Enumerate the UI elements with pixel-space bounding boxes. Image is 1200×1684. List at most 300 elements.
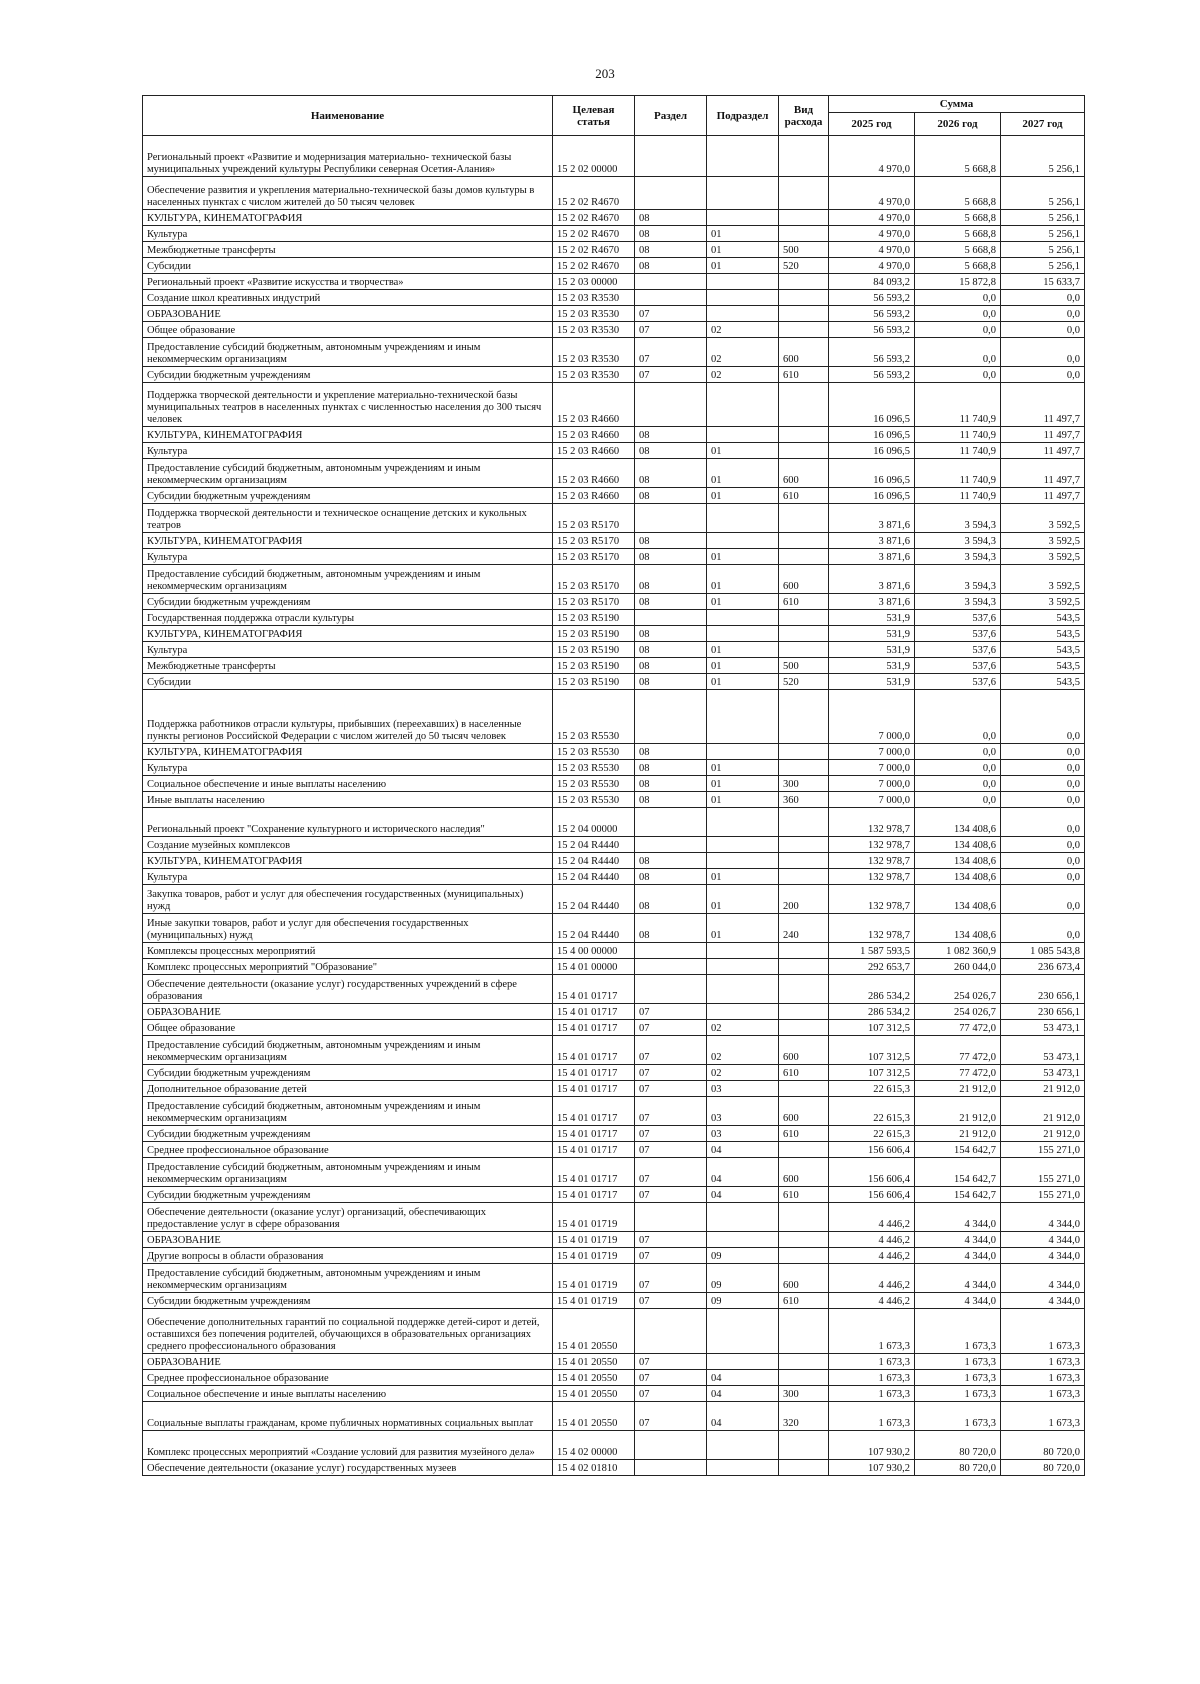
cell-name: Межбюджетные трансферты xyxy=(143,242,553,258)
cell-subsection xyxy=(707,943,779,959)
cell-subsection: 01 xyxy=(707,914,779,943)
cell-section: 08 xyxy=(635,658,707,674)
table-row xyxy=(143,1264,1085,1293)
cell-section: 08 xyxy=(635,488,707,504)
cell-section: 08 xyxy=(635,853,707,869)
cell-name: Общее образование xyxy=(143,1020,553,1036)
cell-subsection: 01 xyxy=(707,488,779,504)
cell-name: Субсидии xyxy=(143,258,553,274)
cell-2026: 0,0 xyxy=(915,306,1001,322)
cell-2026: 134 408,6 xyxy=(915,869,1001,885)
cell-expense xyxy=(779,975,829,1004)
cell-2025: 4 970,0 xyxy=(829,226,915,242)
cell-2027: 155 271,0 xyxy=(1001,1142,1085,1158)
cell-2025: 1 673,3 xyxy=(829,1309,915,1354)
cell-2025: 107 312,5 xyxy=(829,1020,915,1036)
cell-2026: 254 026,7 xyxy=(915,975,1001,1004)
cell-subsection: 03 xyxy=(707,1126,779,1142)
cell-target: 15 2 03 R5530 xyxy=(553,690,635,744)
cell-target: 15 4 01 01719 xyxy=(553,1248,635,1264)
cell-2026: 0,0 xyxy=(915,338,1001,367)
cell-section: 08 xyxy=(635,744,707,760)
cell-target: 15 4 01 01717 xyxy=(553,1097,635,1126)
cell-2025: 4 446,2 xyxy=(829,1264,915,1293)
cell-2026: 134 408,6 xyxy=(915,853,1001,869)
cell-2027: 0,0 xyxy=(1001,914,1085,943)
cell-2027: 4 344,0 xyxy=(1001,1293,1085,1309)
cell-2027: 3 592,5 xyxy=(1001,533,1085,549)
cell-expense: 520 xyxy=(779,258,829,274)
cell-2027: 0,0 xyxy=(1001,367,1085,383)
cell-section xyxy=(635,808,707,837)
table-row xyxy=(143,1097,1085,1126)
cell-section: 07 xyxy=(635,1354,707,1370)
table-row xyxy=(143,744,1085,760)
table-row xyxy=(143,565,1085,594)
cell-2025: 286 534,2 xyxy=(829,975,915,1004)
cell-name: Комплекс процессных мероприятий "Образование" xyxy=(143,959,553,975)
cell-target: 15 2 04 R4440 xyxy=(553,853,635,869)
cell-2026: 537,6 xyxy=(915,674,1001,690)
cell-expense xyxy=(779,210,829,226)
cell-name: Обеспечение деятельности (оказание услуг) государственных учреждений в сфере образования xyxy=(143,975,553,1004)
cell-expense xyxy=(779,290,829,306)
cell-target: 15 2 03 R4660 xyxy=(553,459,635,488)
cell-2025: 531,9 xyxy=(829,642,915,658)
table-row xyxy=(143,427,1085,443)
cell-target: 15 2 02 R4670 xyxy=(553,226,635,242)
cell-2025: 7 000,0 xyxy=(829,690,915,744)
cell-expense xyxy=(779,808,829,837)
cell-expense: 610 xyxy=(779,1065,829,1081)
cell-2026: 0,0 xyxy=(915,322,1001,338)
cell-2027: 53 473,1 xyxy=(1001,1036,1085,1065)
cell-name: Иные закупки товаров, работ и услуг для обеспечения государственных (муниципальных) нужд xyxy=(143,914,553,943)
cell-target: 15 2 03 R5530 xyxy=(553,792,635,808)
cell-subsection xyxy=(707,1460,779,1476)
cell-name: Иные выплаты населению xyxy=(143,792,553,808)
cell-expense xyxy=(779,1020,829,1036)
cell-subsection: 01 xyxy=(707,885,779,914)
cell-target: 15 2 04 R4440 xyxy=(553,885,635,914)
cell-name: Субсидии xyxy=(143,674,553,690)
cell-2027: 1 673,3 xyxy=(1001,1354,1085,1370)
cell-target: 15 4 01 01717 xyxy=(553,1187,635,1203)
cell-2027: 0,0 xyxy=(1001,792,1085,808)
cell-name: Поддержка творческой деятельности и техническое оснащение детских и кукольных театров xyxy=(143,504,553,533)
cell-name: Субсидии бюджетным учреждениям xyxy=(143,594,553,610)
cell-expense xyxy=(779,1081,829,1097)
cell-2027: 21 912,0 xyxy=(1001,1081,1085,1097)
cell-2026: 4 344,0 xyxy=(915,1248,1001,1264)
cell-target: 15 2 03 R3530 xyxy=(553,306,635,322)
cell-name: Среднее профессиональное образование xyxy=(143,1370,553,1386)
cell-subsection xyxy=(707,383,779,427)
table-row xyxy=(143,1036,1085,1065)
cell-section xyxy=(635,274,707,290)
cell-subsection: 02 xyxy=(707,1065,779,1081)
table-row xyxy=(143,1142,1085,1158)
cell-2025: 292 653,7 xyxy=(829,959,915,975)
cell-2026: 11 740,9 xyxy=(915,488,1001,504)
cell-subsection xyxy=(707,610,779,626)
cell-2025: 22 615,3 xyxy=(829,1126,915,1142)
cell-2025: 56 593,2 xyxy=(829,322,915,338)
page-number: 203 xyxy=(595,66,615,81)
cell-target: 15 2 03 R3530 xyxy=(553,338,635,367)
cell-expense: 600 xyxy=(779,1036,829,1065)
cell-2026: 77 472,0 xyxy=(915,1065,1001,1081)
header-sum: Сумма xyxy=(829,96,1085,113)
cell-name: Культура xyxy=(143,642,553,658)
cell-subsection: 01 xyxy=(707,565,779,594)
cell-2027: 3 592,5 xyxy=(1001,549,1085,565)
cell-subsection: 03 xyxy=(707,1097,779,1126)
cell-subsection xyxy=(707,210,779,226)
cell-name: КУЛЬТУРА, КИНЕМАТОГРАФИЯ xyxy=(143,210,553,226)
cell-target: 15 2 02 R4670 xyxy=(553,177,635,210)
cell-2026: 11 740,9 xyxy=(915,383,1001,427)
cell-2026: 21 912,0 xyxy=(915,1097,1001,1126)
cell-2026: 154 642,7 xyxy=(915,1158,1001,1187)
cell-2025: 132 978,7 xyxy=(829,914,915,943)
cell-subsection xyxy=(707,744,779,760)
cell-2026: 11 740,9 xyxy=(915,459,1001,488)
cell-subsection: 01 xyxy=(707,792,779,808)
cell-2026: 4 344,0 xyxy=(915,1232,1001,1248)
cell-expense xyxy=(779,1248,829,1264)
cell-expense xyxy=(779,1370,829,1386)
cell-section: 08 xyxy=(635,258,707,274)
cell-target: 15 2 03 R3530 xyxy=(553,367,635,383)
cell-2027: 0,0 xyxy=(1001,837,1085,853)
table-row xyxy=(143,533,1085,549)
cell-expense: 600 xyxy=(779,1158,829,1187)
cell-2025: 22 615,3 xyxy=(829,1097,915,1126)
cell-2025: 286 534,2 xyxy=(829,1004,915,1020)
header-2026: 2026 год xyxy=(915,113,1001,136)
cell-2026: 77 472,0 xyxy=(915,1020,1001,1036)
cell-2027: 230 656,1 xyxy=(1001,975,1085,1004)
cell-2026: 5 668,8 xyxy=(915,242,1001,258)
cell-subsection xyxy=(707,853,779,869)
cell-2026: 3 594,3 xyxy=(915,549,1001,565)
cell-2027: 3 592,5 xyxy=(1001,504,1085,533)
cell-2027: 80 720,0 xyxy=(1001,1460,1085,1476)
cell-2025: 4 446,2 xyxy=(829,1248,915,1264)
cell-2025: 56 593,2 xyxy=(829,306,915,322)
cell-expense xyxy=(779,1004,829,1020)
cell-2027: 80 720,0 xyxy=(1001,1431,1085,1460)
cell-subsection: 01 xyxy=(707,642,779,658)
cell-2026: 4 344,0 xyxy=(915,1203,1001,1232)
budget-table xyxy=(142,95,1085,1476)
cell-section xyxy=(635,690,707,744)
table-row xyxy=(143,258,1085,274)
cell-name: Поддержка творческой деятельности и укрепление материально-технической базы муниципальных театров в населенных пунктах с численностью населения до 300 тысяч человек xyxy=(143,383,553,427)
cell-2026: 5 668,8 xyxy=(915,210,1001,226)
cell-target: 15 4 01 00000 xyxy=(553,959,635,975)
cell-expense xyxy=(779,383,829,427)
cell-section xyxy=(635,959,707,975)
table-row xyxy=(143,808,1085,837)
cell-section: 07 xyxy=(635,1081,707,1097)
cell-name: Предоставление субсидий бюджетным, автономным учреждениям и иным некоммерческим организациям xyxy=(143,1097,553,1126)
cell-section xyxy=(635,1309,707,1354)
cell-subsection xyxy=(707,808,779,837)
cell-subsection: 02 xyxy=(707,1036,779,1065)
cell-target: 15 2 03 R3530 xyxy=(553,322,635,338)
cell-section: 07 xyxy=(635,1097,707,1126)
cell-2025: 22 615,3 xyxy=(829,1081,915,1097)
table-row xyxy=(143,210,1085,226)
cell-expense: 200 xyxy=(779,885,829,914)
cell-name: ОБРАЗОВАНИЕ xyxy=(143,1354,553,1370)
cell-2027: 21 912,0 xyxy=(1001,1097,1085,1126)
cell-2025: 132 978,7 xyxy=(829,808,915,837)
cell-2025: 1 673,3 xyxy=(829,1402,915,1431)
cell-expense xyxy=(779,626,829,642)
cell-2025: 4 970,0 xyxy=(829,136,915,177)
table-row xyxy=(143,1386,1085,1402)
cell-subsection xyxy=(707,690,779,744)
cell-2027: 53 473,1 xyxy=(1001,1020,1085,1036)
cell-target: 15 4 01 01719 xyxy=(553,1264,635,1293)
cell-name: ОБРАЗОВАНИЕ xyxy=(143,1004,553,1020)
cell-2025: 7 000,0 xyxy=(829,776,915,792)
cell-expense: 600 xyxy=(779,565,829,594)
header-target: Целевая статья xyxy=(553,96,635,136)
table-row xyxy=(143,1126,1085,1142)
cell-section: 08 xyxy=(635,210,707,226)
cell-subsection xyxy=(707,1354,779,1370)
cell-subsection: 02 xyxy=(707,1020,779,1036)
cell-expense: 300 xyxy=(779,1386,829,1402)
cell-2025: 3 871,6 xyxy=(829,533,915,549)
cell-target: 15 4 01 20550 xyxy=(553,1309,635,1354)
cell-name: Комплексы процессных мероприятий xyxy=(143,943,553,959)
table-row xyxy=(143,1248,1085,1264)
cell-2026: 4 344,0 xyxy=(915,1293,1001,1309)
cell-2026: 5 668,8 xyxy=(915,177,1001,210)
cell-expense xyxy=(779,1460,829,1476)
cell-expense xyxy=(779,837,829,853)
cell-section: 07 xyxy=(635,1248,707,1264)
cell-name: Субсидии бюджетным учреждениям xyxy=(143,367,553,383)
cell-name: Социальное обеспечение и иные выплаты населению xyxy=(143,776,553,792)
cell-section: 07 xyxy=(635,1142,707,1158)
table-row xyxy=(143,642,1085,658)
cell-name: Обеспечение дополнительных гарантий по социальной поддержке детей-сирот и детей, оставшихся без попечения родителей, обучающихся в образовательных организациях среднего профессионального образования xyxy=(143,1309,553,1354)
cell-section: 07 xyxy=(635,1065,707,1081)
cell-subsection: 01 xyxy=(707,226,779,242)
cell-2027: 543,5 xyxy=(1001,610,1085,626)
cell-2027: 0,0 xyxy=(1001,690,1085,744)
cell-section: 07 xyxy=(635,1232,707,1248)
cell-target: 15 2 03 R5170 xyxy=(553,533,635,549)
cell-2027: 1 673,3 xyxy=(1001,1309,1085,1354)
cell-target: 15 4 01 01717 xyxy=(553,1004,635,1020)
cell-2025: 3 871,6 xyxy=(829,549,915,565)
cell-target: 15 2 04 R4440 xyxy=(553,869,635,885)
cell-2025: 84 093,2 xyxy=(829,274,915,290)
table-row xyxy=(143,1187,1085,1203)
cell-section: 07 xyxy=(635,1158,707,1187)
cell-expense: 610 xyxy=(779,594,829,610)
cell-name: Региональный проект «Развитие и модернизация материально- технической базы муниципальных учреждений культуры Республики северная Осетия-Алания» xyxy=(143,136,553,177)
table-row xyxy=(143,869,1085,885)
cell-2025: 4 446,2 xyxy=(829,1203,915,1232)
cell-2026: 0,0 xyxy=(915,367,1001,383)
cell-target: 15 2 03 R5170 xyxy=(553,565,635,594)
table-row xyxy=(143,1431,1085,1460)
cell-target: 15 2 03 R5530 xyxy=(553,760,635,776)
cell-subsection: 04 xyxy=(707,1142,779,1158)
cell-2025: 3 871,6 xyxy=(829,594,915,610)
table-row xyxy=(143,226,1085,242)
cell-name: Закупка товаров, работ и услуг для обеспечения государственных (муниципальных) нужд xyxy=(143,885,553,914)
cell-2025: 132 978,7 xyxy=(829,837,915,853)
cell-2025: 1 673,3 xyxy=(829,1386,915,1402)
cell-subsection: 01 xyxy=(707,594,779,610)
cell-expense: 240 xyxy=(779,914,829,943)
cell-2027: 11 497,7 xyxy=(1001,383,1085,427)
cell-name: Обеспечение деятельности (оказание услуг) организаций, обеспечивающих предоставление услуг в сфере образования xyxy=(143,1203,553,1232)
cell-target: 15 2 03 R5190 xyxy=(553,626,635,642)
cell-section: 08 xyxy=(635,533,707,549)
table-row xyxy=(143,136,1085,177)
table-row xyxy=(143,1158,1085,1187)
cell-target: 15 2 03 R5530 xyxy=(553,744,635,760)
cell-2027: 0,0 xyxy=(1001,808,1085,837)
cell-expense: 610 xyxy=(779,1293,829,1309)
cell-subsection: 02 xyxy=(707,367,779,383)
cell-target: 15 2 03 R5530 xyxy=(553,776,635,792)
cell-name: Поддержка работников отрасли культуры, прибывших (переехавших) в населенные пункты регионов Российской Федерации с числом жителей до 50 тысяч человек xyxy=(143,690,553,744)
cell-2025: 1 587 593,5 xyxy=(829,943,915,959)
table-row xyxy=(143,975,1085,1004)
cell-name: Среднее профессиональное образование xyxy=(143,1142,553,1158)
cell-2027: 21 912,0 xyxy=(1001,1126,1085,1142)
cell-subsection: 02 xyxy=(707,322,779,338)
cell-name: Комплекс процессных мероприятий «Создание условий для развития музейного дела» xyxy=(143,1431,553,1460)
table-row xyxy=(143,290,1085,306)
cell-2026: 134 408,6 xyxy=(915,914,1001,943)
table-row xyxy=(143,242,1085,258)
table-row xyxy=(143,690,1085,744)
cell-2025: 3 871,6 xyxy=(829,565,915,594)
cell-name: Предоставление субсидий бюджетным, автономным учреждениям и иным некоммерческим организациям xyxy=(143,338,553,367)
cell-name: Социальное обеспечение и иные выплаты населению xyxy=(143,1386,553,1402)
cell-target: 15 2 02 00000 xyxy=(553,136,635,177)
cell-2026: 0,0 xyxy=(915,690,1001,744)
cell-2027: 11 497,7 xyxy=(1001,443,1085,459)
cell-2025: 4 970,0 xyxy=(829,210,915,226)
cell-2026: 77 472,0 xyxy=(915,1036,1001,1065)
cell-expense xyxy=(779,642,829,658)
table-row xyxy=(143,1370,1085,1386)
table-row xyxy=(143,488,1085,504)
cell-subsection xyxy=(707,1203,779,1232)
cell-2025: 4 970,0 xyxy=(829,177,915,210)
table-row xyxy=(143,1004,1085,1020)
cell-subsection: 04 xyxy=(707,1402,779,1431)
cell-section: 07 xyxy=(635,306,707,322)
cell-section xyxy=(635,837,707,853)
cell-expense xyxy=(779,1142,829,1158)
cell-2026: 154 642,7 xyxy=(915,1142,1001,1158)
table-row xyxy=(143,626,1085,642)
cell-2026: 0,0 xyxy=(915,776,1001,792)
cell-2027: 15 633,7 xyxy=(1001,274,1085,290)
cell-2027: 3 592,5 xyxy=(1001,565,1085,594)
cell-2026: 1 673,3 xyxy=(915,1309,1001,1354)
cell-target: 15 4 01 01719 xyxy=(553,1203,635,1232)
table-row xyxy=(143,853,1085,869)
table-row xyxy=(143,274,1085,290)
cell-2025: 7 000,0 xyxy=(829,760,915,776)
cell-section xyxy=(635,943,707,959)
cell-2025: 4 970,0 xyxy=(829,258,915,274)
cell-section: 07 xyxy=(635,1187,707,1203)
cell-2025: 531,9 xyxy=(829,626,915,642)
cell-section: 08 xyxy=(635,885,707,914)
cell-section: 08 xyxy=(635,869,707,885)
cell-2027: 5 256,1 xyxy=(1001,226,1085,242)
cell-expense: 600 xyxy=(779,338,829,367)
cell-subsection xyxy=(707,626,779,642)
cell-2025: 16 096,5 xyxy=(829,443,915,459)
cell-2026: 3 594,3 xyxy=(915,594,1001,610)
cell-2025: 132 978,7 xyxy=(829,869,915,885)
cell-target: 15 2 03 00000 xyxy=(553,274,635,290)
table-row xyxy=(143,177,1085,210)
cell-2026: 5 668,8 xyxy=(915,258,1001,274)
cell-2026: 254 026,7 xyxy=(915,1004,1001,1020)
cell-2026: 1 673,3 xyxy=(915,1354,1001,1370)
table-row xyxy=(143,1020,1085,1036)
cell-target: 15 4 01 01717 xyxy=(553,1142,635,1158)
cell-target: 15 4 01 01717 xyxy=(553,1158,635,1187)
cell-section: 08 xyxy=(635,443,707,459)
cell-section: 08 xyxy=(635,242,707,258)
cell-2027: 155 271,0 xyxy=(1001,1158,1085,1187)
cell-subsection xyxy=(707,290,779,306)
cell-expense xyxy=(779,690,829,744)
cell-2027: 1 673,3 xyxy=(1001,1386,1085,1402)
cell-subsection: 02 xyxy=(707,338,779,367)
cell-2026: 21 912,0 xyxy=(915,1126,1001,1142)
cell-target: 15 4 01 01719 xyxy=(553,1293,635,1309)
cell-expense xyxy=(779,744,829,760)
cell-expense xyxy=(779,504,829,533)
cell-section: 07 xyxy=(635,1264,707,1293)
cell-section: 08 xyxy=(635,594,707,610)
cell-2027: 11 497,7 xyxy=(1001,427,1085,443)
cell-name: Предоставление субсидий бюджетным, автономным учреждениям и иным некоммерческим организациям xyxy=(143,1036,553,1065)
cell-2027: 11 497,7 xyxy=(1001,459,1085,488)
table-row xyxy=(143,1460,1085,1476)
cell-subsection xyxy=(707,975,779,1004)
cell-2026: 11 740,9 xyxy=(915,443,1001,459)
cell-expense xyxy=(779,959,829,975)
cell-target: 15 2 04 00000 xyxy=(553,808,635,837)
cell-section xyxy=(635,610,707,626)
cell-target: 15 2 02 R4670 xyxy=(553,210,635,226)
cell-expense xyxy=(779,853,829,869)
cell-2025: 132 978,7 xyxy=(829,885,915,914)
cell-target: 15 2 03 R4660 xyxy=(553,427,635,443)
